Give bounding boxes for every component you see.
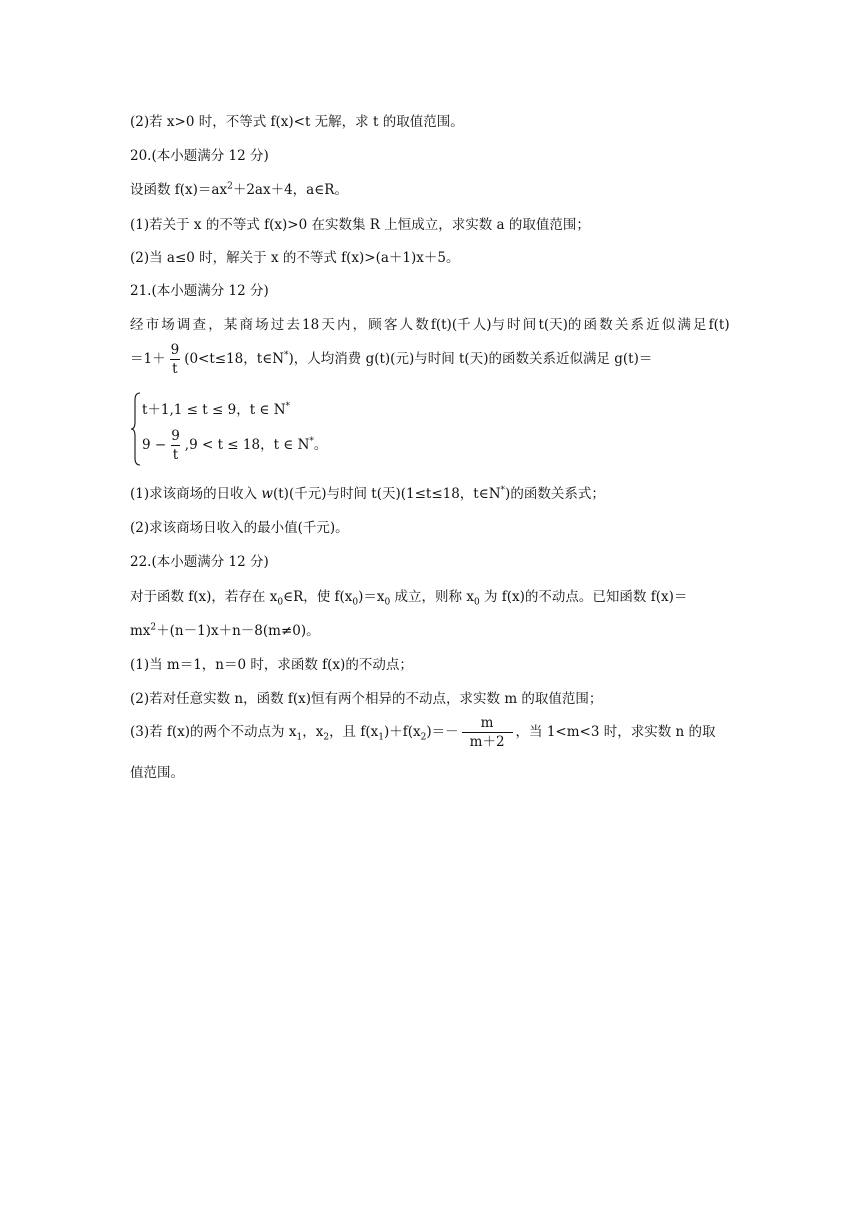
case1-text: t＋1,1 ≤ t ≤ 9，t ∈ N	[142, 402, 286, 418]
q21-line2-c: )，人均消费 g(t)(元)与时间 t(天)的函数关系近似满足 g(t)＝	[288, 351, 653, 367]
q21-line1-token: 天	[321, 317, 335, 333]
q22-part3-b: ，x	[302, 724, 324, 740]
q22-part3-d: )＋f(x	[383, 724, 421, 740]
fraction-9-over-t-case	[169, 428, 182, 463]
q22-part3-a: (3)若 f(x)的两个不动点为 x	[130, 724, 297, 740]
q21-line1-token: 数	[599, 317, 613, 333]
q21-line1-token: 18	[302, 317, 320, 333]
q21-line1-token: 场	[255, 317, 269, 333]
q20-part2: (2)当 a≤0 时，解关于 x 的不等式 f(x)>(a＋1)x＋5。	[130, 250, 460, 266]
q21-line2-a: ＝1＋	[130, 351, 166, 367]
q20-header: 20.(本小题满分 12 分)	[130, 148, 269, 164]
q21-line1-token: 近	[646, 317, 660, 333]
q21-line1-token: 人)与	[472, 317, 506, 333]
q22-line2-b: ＋(n－1)x＋n－8(m≠0)。	[156, 623, 320, 639]
piecewise-function	[130, 392, 430, 466]
q21-line1-token: 似	[661, 317, 676, 333]
subscript: 1	[296, 732, 303, 743]
q20-stem-b: ＋2ax＋4，a∈R。	[232, 182, 348, 198]
piecewise-case-2	[142, 428, 327, 463]
case2-end: 。	[313, 437, 328, 453]
left-brace-icon	[130, 392, 142, 466]
subscript: 2	[420, 732, 427, 743]
frac-denominator: t	[172, 447, 179, 463]
q20-stem-sup: 2	[227, 181, 233, 192]
q21-line1-token: 内	[337, 317, 351, 333]
fraction-9-over-t	[169, 342, 182, 377]
frac-numerator: 9	[170, 342, 180, 358]
subscript: 2	[323, 732, 330, 743]
q22-part3-f: ，当 1<m<3 时，求实数 n 的取	[515, 724, 716, 740]
q22-part3-c: ，且 f(x	[329, 724, 379, 740]
q21-line1-token: 某	[223, 317, 238, 333]
q21-line1-token: 系	[630, 317, 644, 333]
q20-stem-a: 设函数 f(x)＝ax	[130, 182, 228, 198]
q22-line1-e: 为 f(x)的不动点。已知函数 f(x)＝	[479, 589, 688, 605]
q21-line1-token: 过	[270, 317, 285, 333]
q21-line2-sup: *	[284, 350, 289, 361]
case2-text-b: ,9 < t ≤ 18，t ∈ N	[184, 437, 310, 453]
q22-line1-d: 成立，则称 x	[390, 589, 474, 605]
q22-part1: (1)当 m＝1，n＝0 时，求函数 f(x)的不动点；	[130, 657, 413, 673]
q21-line1-token: 场	[161, 317, 175, 333]
q20-stem	[130, 181, 348, 199]
q21-part1-c: )的函数关系式；	[505, 486, 605, 502]
q22-part3-continued: 值范围。	[130, 765, 184, 781]
q21-line1-token: 经	[130, 317, 144, 333]
subscript: 0	[352, 597, 359, 608]
piecewise-case-1	[142, 398, 290, 418]
q22-part3-e: )＝－	[426, 724, 459, 740]
q21-line1-token: f(t)	[708, 317, 730, 333]
q21-line1-token: 客	[383, 317, 398, 333]
q21-line1-token: 去	[286, 317, 300, 333]
q21-line1-token: f(t)(千	[430, 317, 471, 333]
q21-line1-token: 查	[192, 317, 207, 333]
q22-part3	[130, 715, 716, 750]
q21-part1-sup: *	[500, 485, 506, 496]
q21-line1-token: 关	[614, 317, 629, 333]
subscript: 1	[378, 732, 384, 743]
q21-header: 21.(本小题满分 12 分)	[130, 283, 269, 299]
q21-part1-b: (t)(千元)与时间 t(天)(1≤t≤18，t∈N	[272, 486, 501, 502]
q22-line2	[130, 622, 320, 640]
fraction-m-over-m-plus-2	[462, 715, 513, 750]
subscript: 0	[384, 597, 391, 608]
q21-line2	[130, 342, 652, 377]
q21-line1-token: 足	[693, 317, 707, 333]
q21-part2: (2)求该商场日收入的最小值(千元)。	[130, 520, 349, 536]
q21-line1-token: 函	[583, 317, 598, 333]
q22-line1-a: 对于函数 f(x)，若存在 x	[130, 589, 278, 605]
q21-line1-token: 间	[522, 317, 537, 333]
subscript: 0	[473, 597, 480, 608]
superscript: 2	[150, 622, 157, 633]
q21-line1-token: 时	[507, 317, 521, 333]
q21-line1-token: ，	[208, 317, 222, 333]
q21-line1-token: 顾	[368, 317, 382, 333]
q21-line2-b: (0<t≤18，t∈N	[184, 351, 285, 367]
frac-numerator: m	[480, 715, 494, 731]
frac-denominator: m＋2	[462, 732, 513, 750]
q21-line1-token: ，	[352, 317, 367, 333]
q19-part2: (2)若 x>0 时，不等式 f(x)<t 无解，求 t 的取值范围。	[130, 114, 464, 130]
q21-line1	[130, 316, 730, 334]
q21-line1-token: 数	[415, 317, 429, 333]
subscript: 0	[277, 597, 284, 608]
q22-line2-a: mx	[130, 623, 151, 639]
q21-part1-a: (1)求该商场的日收入	[130, 486, 262, 502]
q21-line1-token: 调	[176, 317, 191, 333]
q22-line1	[130, 588, 687, 606]
frac-numerator: 9	[171, 428, 180, 444]
case1-sup: *	[285, 401, 291, 412]
q22-part2: (2)若对任意实数 n，函数 f(x)恒有两个相异的不动点，求实数 m 的取值范围；	[130, 691, 603, 707]
case2-text-a: 9 −	[142, 437, 167, 453]
case2-sup: *	[309, 436, 314, 447]
q20-part1: (1)若关于 x 的不等式 f(x)>0 在实数集 R 上恒成立，求实数 a 的取值范围；	[130, 217, 590, 233]
frac-denominator: t	[172, 361, 178, 377]
q21-line1-token: 市	[145, 317, 160, 333]
q21-line1-token: 人	[399, 317, 414, 333]
q22-line1-c: )＝x	[358, 589, 385, 605]
q21-line1-token: 商	[239, 317, 253, 333]
q22-line1-b: ∈R，使 f(x	[283, 589, 353, 605]
q22-header: 22.(本小题满分 12 分)	[130, 554, 269, 570]
q21-line1-token: t(天)的	[538, 317, 582, 333]
q21-part1-w: w	[261, 486, 273, 502]
q21-line1-token: 满	[677, 317, 691, 333]
q21-part1	[130, 485, 605, 503]
